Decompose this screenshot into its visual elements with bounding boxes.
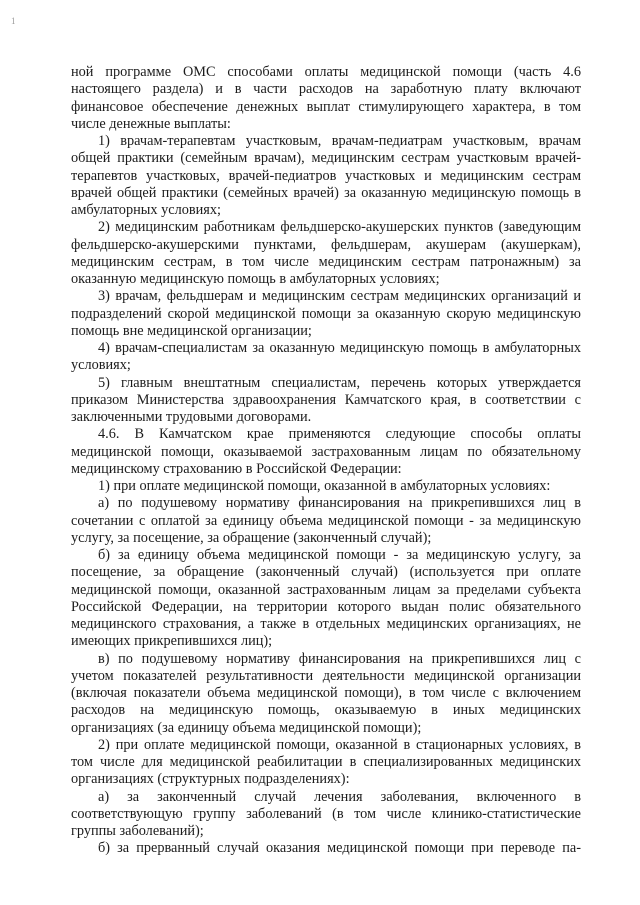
paragraph-10: в) по подушевому нормативу финансирования на прикрепившихся лиц с учетом показателей результативности деятельности медицинской организации (включая показатели объема медицинской помощи), в том числе с включением расходов на медицинскую помощь, оказываемую в иных медицинских организациях (за единицу объема медицинской помощи); <box>71 650 581 736</box>
paragraph-9: б) за единицу объема медицинской помощи - за медицинскую услугу, за посещение, за обращение (законченный случай) (используется при оплате медицинской помощи, оказанной застрахованным лицам за пределами субъекта Российской Федерации, на территории которого выдан полис обязательного медицинского страхования, а также в отдельных медицинских организациях, не имеющих прикрепившихся лиц); <box>71 547 581 650</box>
paragraph-6: 4.6. В Камчатском крае применяются следующие способы оплаты медицинской помощи, оказываемой застрахованным лицам по обязательному медицинскому страхованию в Российской Федерации: <box>71 426 581 477</box>
document-body <box>71 64 581 858</box>
paragraph-1: 1) врачам-терапевтам участковым, врачам-педиатрам участковым, врачам общей практики (семейным врачам), медицинским сестрам участковым врачей-терапевтов участковых, врачей-педиатров участковых и медицинским сестрам врачей общей практики (семейных врачей) за оказанную медицинскую помощь в амбулаторных условиях; <box>71 133 581 218</box>
paragraph-4: 4) врачам-специалистам за оказанную медицинскую помощь в амбулаторных условиях; <box>71 340 581 374</box>
paragraph-11: 2) при оплате медицинской помощи, оказанной в стационарных условиях, в том числе для медицинской реабилитации в специализированных медицинских организациях (структурных подразделениях): <box>71 736 581 788</box>
paragraph-5: 5) главным внештатным специалистам, перечень которых утверждается приказом Министерства здравоохранения Камчатского края, в соответствии с заключенными трудовыми договорами. <box>71 374 581 425</box>
paragraph-7: 1) при оплате медицинской помощи, оказанной в амбулаторных условиях: <box>98 478 551 494</box>
paragraph-0: ной программе ОМС способами оплаты медицинской помощи (часть 4.6 настоящего раздела) и в части расходов на заработную плату включают финансовое обеспечение денежных выплат стимулирующего характера, в том числе денежные выплаты: <box>71 64 581 132</box>
paragraph-3: 3) врачам, фельдшерам и медицинским сестрам медицинских организаций и подразделений скорой медицинской помощи за оказанную скорую медицинскую помощь вне медицинской организации; <box>71 288 581 339</box>
paragraph-13: б) за прерванный случай оказания медицинской помощи при переводе па- <box>98 840 581 857</box>
paragraph-2: 2) медицинским работникам фельдшерско-акушерских пунктов (заведующим фельдшерско-акушерскими пунктами, фельдшерам, акушерам (акушеркам), медицинским сестрам, в том числе медицинским сестрам патронажным) за оказанную медицинскую помощь в амбулаторных условиях; <box>71 219 581 287</box>
page-corner-mark: 1 <box>11 16 16 26</box>
paragraph-8: а) по подушевому нормативу финансирования на прикрепившихся лиц в сочетании с оплатой за единицу объема медицинской помощи - за медицинскую услугу, за посещение, за обращение (законченный случай); <box>71 495 581 546</box>
paragraph-12: а) за законченный случай лечения заболевания, включенного в соответствующую группу заболеваний (в том числе клинико-статистические группы заболеваний); <box>71 788 581 839</box>
